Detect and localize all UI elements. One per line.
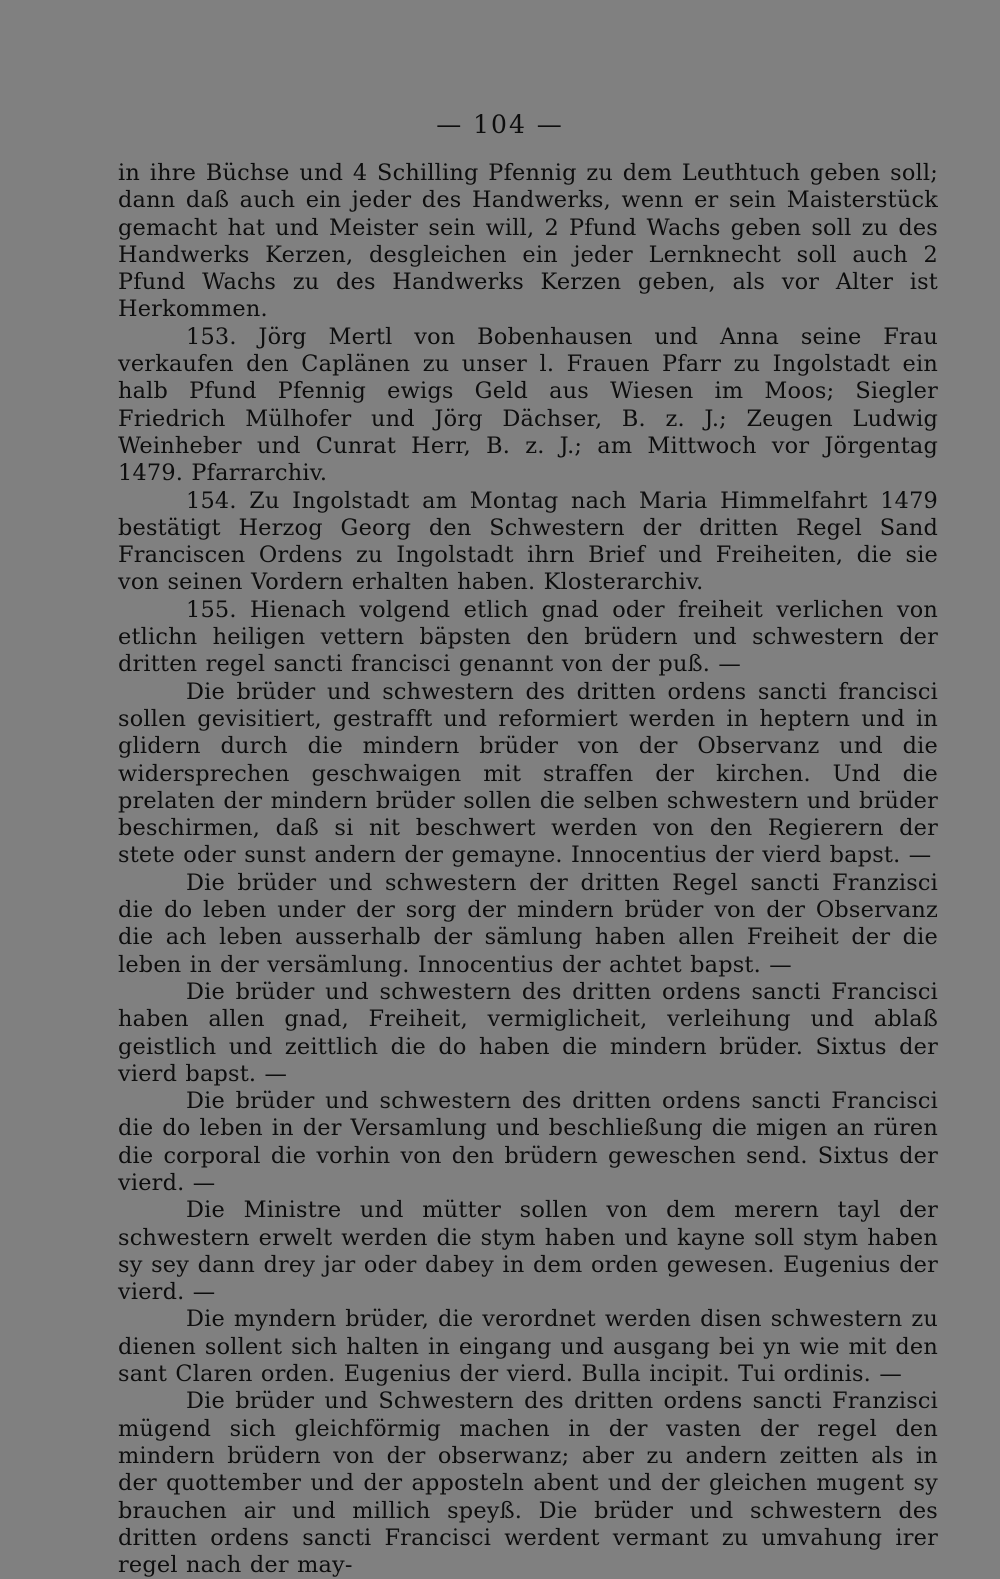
paragraph: Die brüder und Schwestern des dritten ordens sancti Franzisci mügend sich gleichförmig machen in der vasten der regel den mindern brüdern von der obserwanz; aber zu andern zeitten als in der quottember und der apposteln abent und der gleichen mugent sy brauchen air und millich speyß. Die brüder und schwestern des dritten ordens sancti Francisci werdent vermant zu umvahung irer regel nach der may-	[118, 1388, 938, 1579]
paragraph: Die brüder und schwestern der dritten Regel sancti Franzisci die do leben under der sorg der mindern brüder von der Observanz die ach leben ausserhalb der sämlung haben allen Freiheit der die leben in der versämlung. Innocentius der achtet bapst. —	[118, 869, 938, 978]
paragraph: 153. Jörg Mertl von Bobenhausen und Anna seine Frau verkaufen den Caplänen zu unser l. Frauen Pfarr zu Ingolstadt ein halb Pfund Pfennig ewigs Geld aus Wiesen im Moos; Siegler Friedrich Mülhofer und Jörg Dächser, B. z. J.; Zeugen Ludwig Weinheber und Cunrat Herr, B. z. J.; am Mittwoch vor Jörgentag 1479. Pfarrarchiv.	[118, 323, 938, 487]
paragraph: Die brüder und schwestern des dritten ordens sancti francisci sollen gevisitiert, gestrafft und reformiert werden in heptern und in glidern durch die mindern brüder von der Observanz und die widersprechen geschwaigen mit straffen der kirchen. Und die prelaten der mindern brüder sollen die selben schwestern und brüder beschirmen, daß si nit beschwert werden von den Regierern der stete oder sunst andern der gemayne. Innocentius der vierd bapst. —	[118, 678, 938, 869]
paragraph: Die myndern brüder, die verordnet werden disen schwestern zu dienen sollent sich halten in eingang und ausgang bei yn wie mit den sant Claren orden. Eugenius der vierd. Bulla incipit. Tui ordinis. —	[118, 1306, 938, 1388]
paragraph: Die Ministre und mütter sollen von dem merern tayl der schwestern erwelt werden die stym haben und kayne soll stym haben sy sey dann drey jar oder dabey in dem orden gewesen. Eugenius der vierd. —	[118, 1197, 938, 1306]
paragraph: Die brüder und schwestern des dritten ordens sancti Francisci die do leben in der Versamlung und beschließung die migen an rüren die corporal die vorhin von den brüdern geweschen send. Sixtus der vierd. —	[118, 1088, 938, 1196]
paragraph: in ihre Büchse und 4 Schilling Pfennig zu dem Leuthtuch geben soll; dann daß auch ein jeder des Handwerks, wenn er sein Maisterstück gemacht hat und Meister sein will, 2 Pfund Wachs geben soll zu des Handwerks Kerzen, desgleichen ein jeder Lernknecht soll auch 2 Pfund Wachs zu des Handwerks Kerzen geben, als vor Alter ist Herkommen.	[118, 160, 938, 323]
body-text	[118, 160, 938, 1579]
paragraph: Die brüder und schwestern des dritten ordens sancti Francisci haben allen gnad, Freiheit, vermiglicheit, verleihung und ablaß geistlich und zeittlich die do haben die mindern brüder. Sixtus der vierd bapst. —	[118, 978, 938, 1087]
paragraph: 154. Zu Ingolstadt am Montag nach Maria Himmelfahrt 1479 bestätigt Herzog Georg den Schwestern der dritten Regel Sand Franciscen Ordens zu Ingolstadt ihrn Brief und Freiheiten, die sie von seinen Vordern erhalten haben. Klosterarchiv.	[118, 487, 938, 596]
paragraph: 155. Hienach volgend etlich gnad oder freiheit verlichen von etlichn heiligen vettern bäpsten den brüdern und schwestern der dritten regel sancti francisci genannt von der puß. —	[118, 596, 938, 678]
page-number: — 104 —	[436, 110, 564, 139]
